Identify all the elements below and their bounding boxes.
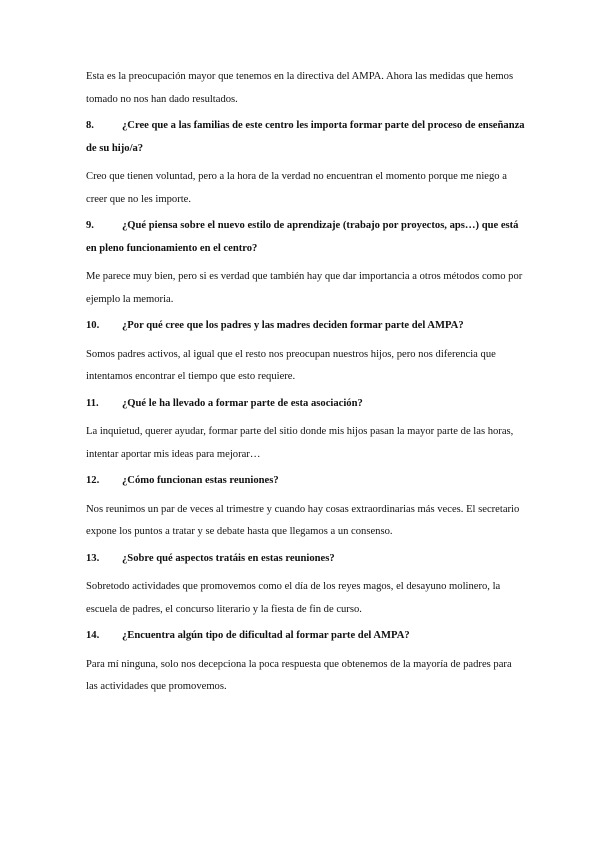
question-number: 13. [86,552,100,564]
answer-paragraph: Sobretodo actividades que promovemos como el día de los reyes magos, el desayuno molinero, la escuela de padres, el concurso literario y la fiesta de fin de curso. [86,581,501,615]
question-text: ¿Por qué cree que los padres y las madres deciden formar parte del AMPA? [122,320,464,331]
qa-item-14 [86,625,526,699]
question-number: 11. [86,397,99,409]
question-heading [86,548,526,571]
question-heading [86,315,526,338]
document-body [86,66,526,703]
question-heading [86,393,526,416]
answer-paragraph: Creo que tienen voluntad, pero a la hora de la verdad no encuentran el momento porque me niego a creer que no les importe. [86,171,507,205]
question-number: 8. [86,120,94,131]
intro-paragraph: Esta es la preocupación mayor que tenemos en la directiva del AMPA. Ahora las medidas que hemos tomado no nos han dado resultados. [86,71,514,105]
answer-paragraph: Para mí ninguna, solo nos decepciona la poca respuesta que obtenemos de la mayoría de padres para las actividades que promovemos. [86,658,512,692]
question-text: ¿Encuentra algún tipo de dificultad al formar parte del AMPA? [122,630,410,641]
question-heading [86,215,526,260]
question-text: ¿Qué le ha llevado a formar parte de esta asociación? [122,397,363,409]
question-number: 10. [86,320,100,331]
qa-item-8 [86,115,526,211]
qa-item-11 [86,393,526,467]
question-text: ¿Sobre qué aspectos tratáis en estas reuniones? [122,552,335,564]
qa-item-12 [86,470,526,544]
answer-paragraph: Nos reunimos un par de veces al trimestre y cuando hay cosas extraordinarias más veces. El secretario expone los puntos a tratar y se debate hasta que llegamos a un consenso. [86,503,520,537]
question-number: 14. [86,630,100,641]
question-text: ¿Cómo funcionan estas reuniones? [122,475,279,486]
question-heading [86,625,526,648]
question-number: 12. [86,475,100,486]
qa-item-13 [86,548,526,622]
question-heading [86,470,526,493]
question-text: ¿Cree que a las familias de este centro les importa formar parte del proceso de enseñanza de su hijo/a? [86,120,525,154]
question-heading [86,115,526,160]
question-number: 9. [86,220,94,231]
qa-item-10 [86,315,526,389]
answer-paragraph: La inquietud, querer ayudar, formar parte del sitio donde mis hijos pasan la mayor parte de las horas, intentar aportar mis ideas para mejorar… [86,426,514,460]
answer-paragraph: Me parece muy bien, pero si es verdad que también hay que dar importancia a otros métodos como por ejemplo la memoria. [86,271,523,305]
qa-item-9 [86,215,526,311]
question-text: ¿Qué piensa sobre el nuevo estilo de aprendizaje (trabajo por proyectos, aps…) que está en pleno funcionamiento en el centro? [86,220,519,254]
answer-paragraph: Somos padres activos, al igual que el resto nos preocupan nuestros hijos, pero nos diferencia que intentamos encontrar el tiempo que esto requiere. [86,348,496,382]
